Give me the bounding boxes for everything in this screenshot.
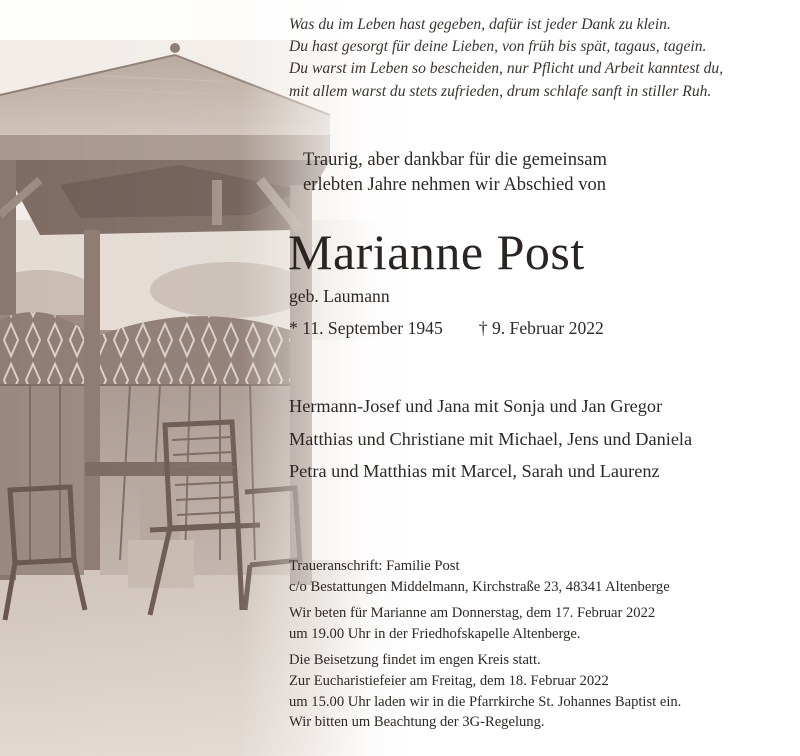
mourning-address [289, 556, 794, 597]
intro-line: erlebten Jahre nehmen wir Abschied von [303, 174, 607, 195]
mourner-line: Petra und Matthias mit Marcel, Sarah und Laurenz [289, 461, 660, 481]
prayer-line: Wir beten für Marianne am Donnerstag, dem 17. Februar 2022 [289, 605, 656, 622]
burial-line: Die Beisetzung findet im engen Kreis statt. [289, 652, 541, 669]
mourners-list [289, 390, 789, 488]
poem-line: Du hast gesorgt für deine Lieben, von früh bis spät, tagaus, tagein. [289, 38, 707, 56]
poem-line: Was du im Leben hast gegeben, dafür ist jeder Dank zu klein. [289, 16, 671, 33]
life-dates [289, 316, 604, 340]
mourner-line: Hermann-Josef und Jana mit Sonja und Jan Gregor [289, 396, 663, 416]
intro-line: Traurig, aber dankbar für die gemeinsam [303, 149, 607, 170]
burial-line: Wir bitten um Beachtung der 3G-Regelung. [289, 714, 545, 731]
poem-line: Du warst im Leben so bescheiden, nur Pflicht und Arbeit kanntest du, [289, 60, 724, 78]
burial-line: um 15.00 Uhr laden wir in die Pfarrkirche St. Johannes Baptist ein. [289, 693, 682, 710]
address-line: c/o Bestattungen Middelmann, Kirchstraße 23, 48341 Altenberge [289, 578, 670, 595]
mourner-line: Matthias und Christiane mit Michael, Jens und Daniela [289, 428, 693, 449]
burial-info [289, 650, 794, 732]
burial-line: Zur Eucharistiefeier am Freitag, dem 18. Februar 2022 [289, 672, 609, 689]
death-date: † 9. Februar 2022 [478, 318, 604, 338]
poem [289, 14, 789, 103]
birth-date: * 11. September 1945 [289, 318, 443, 338]
intro-text [303, 147, 763, 197]
address-line: Traueranschrift: Familie Post [289, 558, 460, 574]
funeral-info [289, 556, 794, 739]
deceased-name: Marianne Post [288, 224, 585, 280]
prayer-info [289, 603, 794, 644]
prayer-line: um 19.00 Uhr in der Friedhofskapelle Altenberge. [289, 625, 581, 642]
poem-line: mit allem warst du stets zufrieden, drum schlafe sanft in stiller Ruh. [289, 82, 712, 100]
birth-name: geb. Laumann [289, 286, 390, 306]
